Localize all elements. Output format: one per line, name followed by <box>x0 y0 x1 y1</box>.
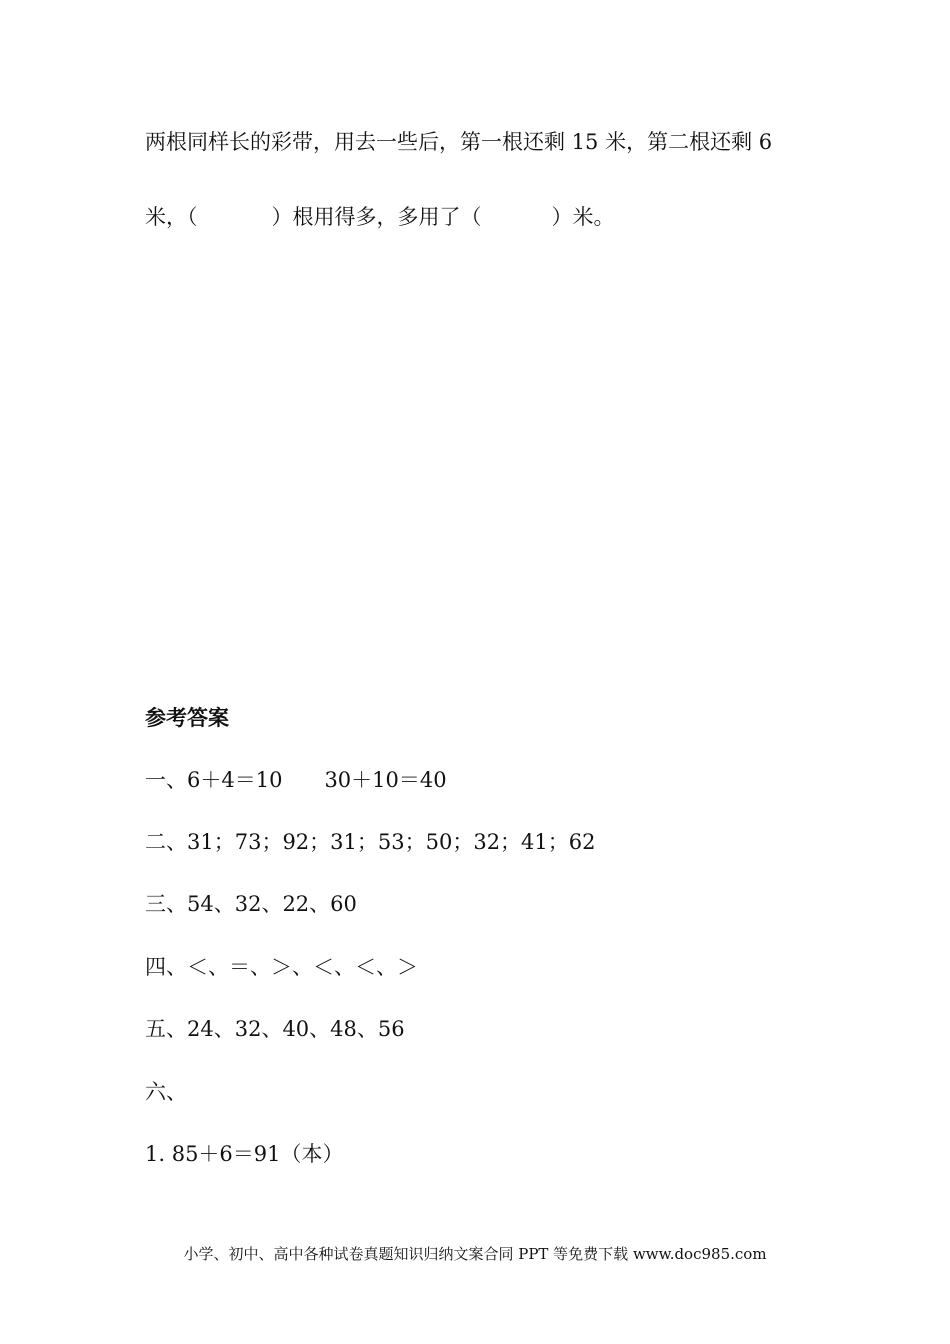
answer-item-2: 二、31；73；92；31；53；50；32；41；62 <box>145 830 596 854</box>
answers-heading: 参考答案 <box>145 706 229 730</box>
answer-item-1: 一、6＋4＝10 30＋10＝40 <box>145 768 447 792</box>
answer-item-4: 四、＜、＝、＞、＜、＜、＞ <box>145 955 418 979</box>
answer-item-5: 五、24、32、40、48、56 <box>145 1017 405 1041</box>
answer-item-3: 三、54、32、22、60 <box>145 892 357 916</box>
question-line-2-part-2: ）根用得多，多用了（ <box>271 205 482 229</box>
question-line-2-part-1: 米，（ <box>145 205 198 229</box>
answer-item-6: 六、 <box>145 1080 187 1104</box>
question-line-1: 两根同样长的彩带，用去一些后，第一根还剩 15 米，第二根还剩 6 <box>145 130 773 154</box>
page-footer: 小学、初中、高中各种试卷真题知识归纳文案合同 PPT 等免费下载 www.doc985.com <box>183 1245 767 1263</box>
answer-item-7: 1. 85＋6＝91（本） <box>145 1142 344 1166</box>
question-line-2-part-3: ）米。 <box>551 205 615 229</box>
question-line-2 <box>145 203 615 231</box>
